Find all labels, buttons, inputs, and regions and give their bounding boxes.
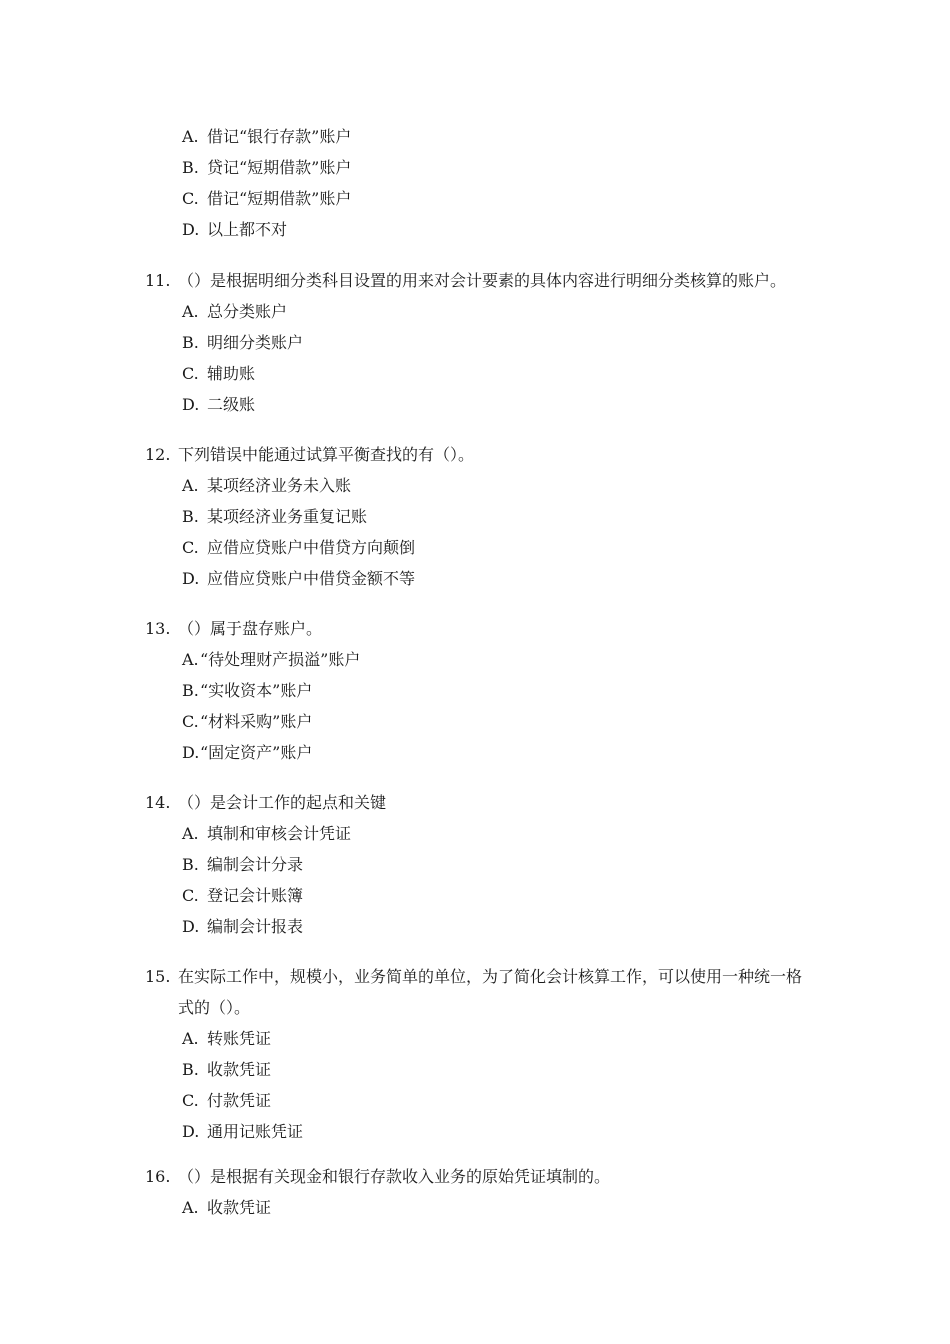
option-b: [145, 1054, 813, 1085]
option-text: 某项经济业务未入账: [207, 476, 352, 495]
options-list: [145, 1192, 815, 1223]
options-list: [145, 470, 815, 594]
option-d: [145, 389, 825, 420]
options-list: [145, 644, 815, 768]
option-letter: C.: [182, 712, 199, 731]
question-text: （）属于盘存账户。: [178, 619, 323, 638]
option-text: “固定资产”账户: [200, 743, 313, 762]
question-text: 在实际工作中，规模小，业务简单的单位，为了简化会计核算工作，可以使用一种统一格式的（）。: [178, 967, 803, 1017]
option-letter: A.: [182, 824, 199, 843]
option-b: [145, 849, 815, 880]
question-stem: [145, 1161, 815, 1192]
option-b: [145, 152, 815, 183]
option-letter: B.: [182, 855, 199, 874]
option-letter: D.: [182, 395, 200, 414]
option-text: 转账凭证: [207, 1029, 272, 1048]
question-15: [145, 961, 813, 1147]
option-a: [145, 121, 815, 152]
option-letter: B.: [182, 1060, 199, 1079]
question-number: 11.: [145, 271, 171, 290]
options-list: [145, 296, 825, 420]
option-text: 收款凭证: [207, 1198, 272, 1217]
question-13: [145, 613, 815, 768]
option-b: [145, 675, 815, 706]
option-letter: A.: [182, 1198, 199, 1217]
options-list: [145, 1023, 813, 1147]
option-text: 登记会计账簿: [207, 886, 304, 905]
option-text: “待处理财产损溢”账户: [200, 650, 361, 669]
option-a: [145, 1192, 815, 1223]
question-number: 13.: [145, 619, 171, 638]
option-c: [145, 880, 815, 911]
options-list: [145, 818, 815, 942]
option-letter: D.: [182, 743, 200, 762]
option-letter: B.: [182, 681, 199, 700]
option-text: 以上都不对: [207, 220, 288, 239]
question-text: （）是根据有关现金和银行存款收入业务的原始凭证填制的。: [178, 1167, 611, 1186]
option-text: 辅助账: [207, 364, 256, 383]
option-letter: D.: [182, 1122, 200, 1141]
option-a: [145, 644, 815, 675]
question-number: 12.: [145, 445, 171, 464]
option-text: 借记“短期借款”账户: [207, 189, 352, 208]
option-text: 编制会计报表: [207, 917, 304, 936]
option-text: 借记“银行存款”账户: [207, 127, 352, 146]
option-text: 应借应贷账户中借贷金额不等: [207, 569, 416, 588]
option-letter: C.: [182, 364, 199, 383]
option-letter: A.: [182, 302, 199, 321]
option-text: “实收资本”账户: [200, 681, 313, 700]
option-text: 应借应贷账户中借贷方向颠倒: [207, 538, 416, 557]
option-d: [145, 563, 815, 594]
option-letter: D.: [182, 569, 200, 588]
question-number: 14.: [145, 793, 171, 812]
option-c: [145, 706, 815, 737]
option-letter: C.: [182, 189, 199, 208]
option-text: 编制会计分录: [207, 855, 304, 874]
question-number: 16.: [145, 1167, 171, 1186]
question-number: 15.: [145, 967, 171, 986]
question-stem: [145, 961, 813, 1023]
option-text: “材料采购”账户: [200, 712, 313, 731]
option-text: 总分类账户: [207, 302, 288, 321]
option-b: [145, 501, 815, 532]
question-14: [145, 787, 815, 942]
option-d: [145, 737, 815, 768]
option-letter: D.: [182, 220, 200, 239]
question-11: [145, 265, 825, 420]
question-text: （）是会计工作的起点和关键: [178, 793, 387, 812]
option-d: [145, 214, 815, 245]
option-text: 某项经济业务重复记账: [207, 507, 368, 526]
question-text: 下列错误中能通过试算平衡查找的有（）。: [178, 445, 475, 464]
option-c: [145, 1085, 813, 1116]
question-10-continued: [145, 121, 815, 245]
option-text: 明细分类账户: [207, 333, 304, 352]
option-d: [145, 911, 815, 942]
option-letter: A.: [182, 476, 199, 495]
option-letter: D.: [182, 917, 200, 936]
option-c: [145, 358, 825, 389]
option-b: [145, 327, 825, 358]
question-stem: [145, 265, 825, 296]
option-letter: B.: [182, 158, 199, 177]
option-c: [145, 183, 815, 214]
option-a: [145, 470, 815, 501]
option-text: 通用记账凭证: [207, 1122, 304, 1141]
option-a: [145, 296, 825, 327]
option-text: 填制和审核会计凭证: [207, 824, 352, 843]
option-a: [145, 1023, 813, 1054]
option-letter: B.: [182, 507, 199, 526]
option-c: [145, 532, 815, 563]
option-text: 贷记“短期借款”账户: [207, 158, 352, 177]
option-letter: A.: [182, 650, 199, 669]
option-text: 收款凭证: [207, 1060, 272, 1079]
question-16: [145, 1161, 815, 1223]
question-stem: [145, 787, 815, 818]
option-letter: C.: [182, 886, 199, 905]
option-letter: C.: [182, 1091, 199, 1110]
option-d: [145, 1116, 813, 1147]
option-text: 二级账: [207, 395, 256, 414]
option-text: 付款凭证: [207, 1091, 272, 1110]
option-letter: A.: [182, 127, 199, 146]
question-text: （）是根据明细分类科目设置的用来对会计要素的具体内容进行明细分类核算的账户。: [178, 271, 787, 290]
question-stem: [145, 439, 815, 470]
question-stem: [145, 613, 815, 644]
option-letter: C.: [182, 538, 199, 557]
option-a: [145, 818, 815, 849]
question-12: [145, 439, 815, 594]
option-letter: B.: [182, 333, 199, 352]
options-list: [145, 121, 815, 245]
option-letter: A.: [182, 1029, 199, 1048]
